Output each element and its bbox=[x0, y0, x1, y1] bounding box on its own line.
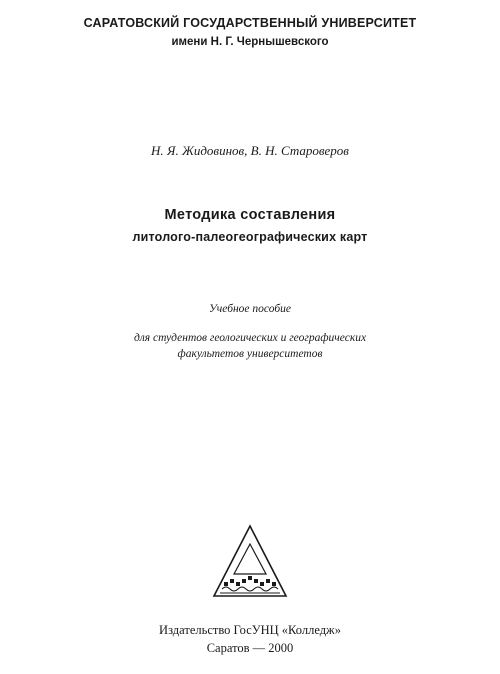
publisher: Издательство ГосУНЦ «Колледж» bbox=[159, 623, 341, 637]
city-and-year: Саратов — 2000 bbox=[206, 641, 294, 655]
publication-type: Учебное пособие bbox=[209, 303, 291, 315]
audience-line-1: для студентов геологических и географических bbox=[133, 332, 367, 344]
university-named-after: имени Н. Г. Чернышевского bbox=[171, 36, 329, 48]
book-title-line-2: литолого-палеогеографических карт bbox=[132, 230, 368, 244]
publisher-logo-icon bbox=[210, 522, 290, 602]
audience-line-2: факультетов университетов bbox=[177, 348, 323, 360]
university-name: САРАТОВСКИЙ ГОСУДАРСТВЕННЫЙ УНИВЕРСИТЕТ bbox=[83, 16, 417, 30]
authors: Н. Я. Жидовинов, В. Н. Староверов bbox=[151, 143, 349, 158]
book-title-line-1: Методика составления bbox=[164, 207, 336, 223]
